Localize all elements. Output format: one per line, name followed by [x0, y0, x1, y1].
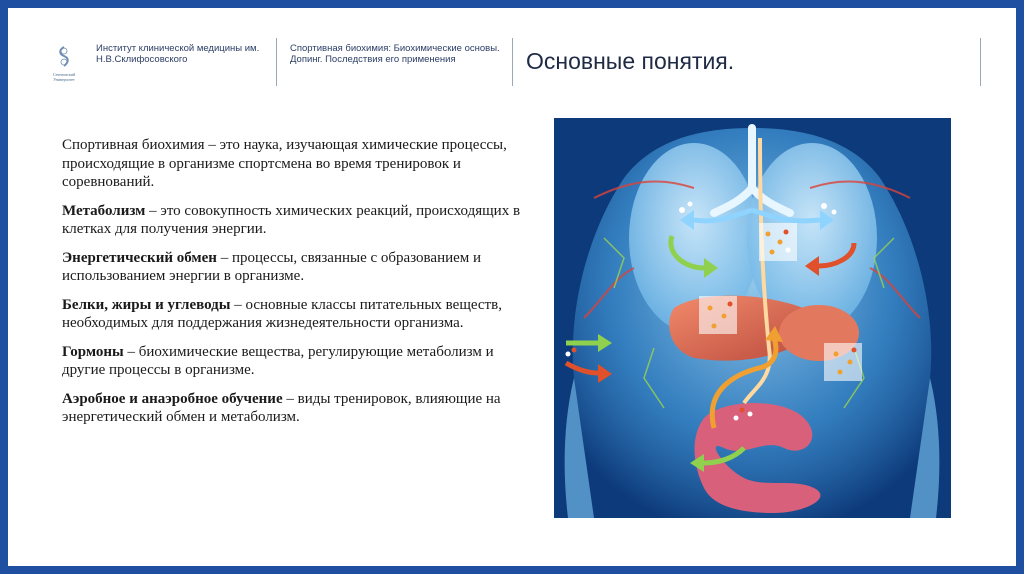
- definition-item: [62, 136, 532, 192]
- slide: [8, 8, 1016, 566]
- definition-text: – процессы, связанные с образованием и использованием энергии в организме.: [62, 249, 482, 284]
- definition-text: – виды тренировок, влияющие на энергетический обмен и метаболизм.: [62, 390, 501, 425]
- logo-text: Сеченовский Университет: [52, 72, 76, 82]
- definition-item: [62, 202, 532, 239]
- definition-term: Белки, жиры и углеводы: [62, 296, 231, 313]
- definition-item: [62, 296, 532, 333]
- definition-text: – биохимические вещества, регулирующие метаболизм и другие процессы в организме.: [62, 343, 494, 378]
- course-title: Спортивная биохимия: Биохимические основы. Допинг. Последствия его применения: [290, 43, 500, 65]
- definition-term: Аэробное и анаэробное обучение: [62, 390, 283, 407]
- header-divider: [980, 38, 981, 86]
- definition-term: Метаболизм: [62, 202, 146, 219]
- molecule-box: [824, 343, 862, 381]
- header-divider: [512, 38, 513, 86]
- page-title: Основные понятия.: [526, 48, 735, 74]
- header-divider: [276, 38, 277, 86]
- definition-text: Спортивная биохимия – это наука, изучающая химические процессы, происходящие в организме спортсмена во время тренировок и соревнований.: [62, 137, 507, 190]
- definition-item: [62, 390, 532, 427]
- definition-term: Гормоны: [62, 343, 124, 360]
- definition-term: Энергетический обмен: [62, 249, 217, 266]
- definition-text: – это совокупность химических реакций, происходящих в клетках для получения энергии.: [62, 202, 521, 237]
- definition-item: [62, 343, 532, 380]
- definition-text: – основные классы питательных веществ, необходимых для поддержания жизнедеятельности организма.: [62, 296, 502, 331]
- definition-item: [62, 249, 532, 286]
- molecule-box: [699, 296, 737, 334]
- human-body-illustration: [554, 118, 951, 518]
- university-logo: [46, 46, 82, 96]
- definitions-list: [62, 136, 532, 437]
- tree-logo-icon: [56, 46, 72, 68]
- institute-name: Институт клинической медицины им. Н.В.Склифосовского: [96, 43, 260, 65]
